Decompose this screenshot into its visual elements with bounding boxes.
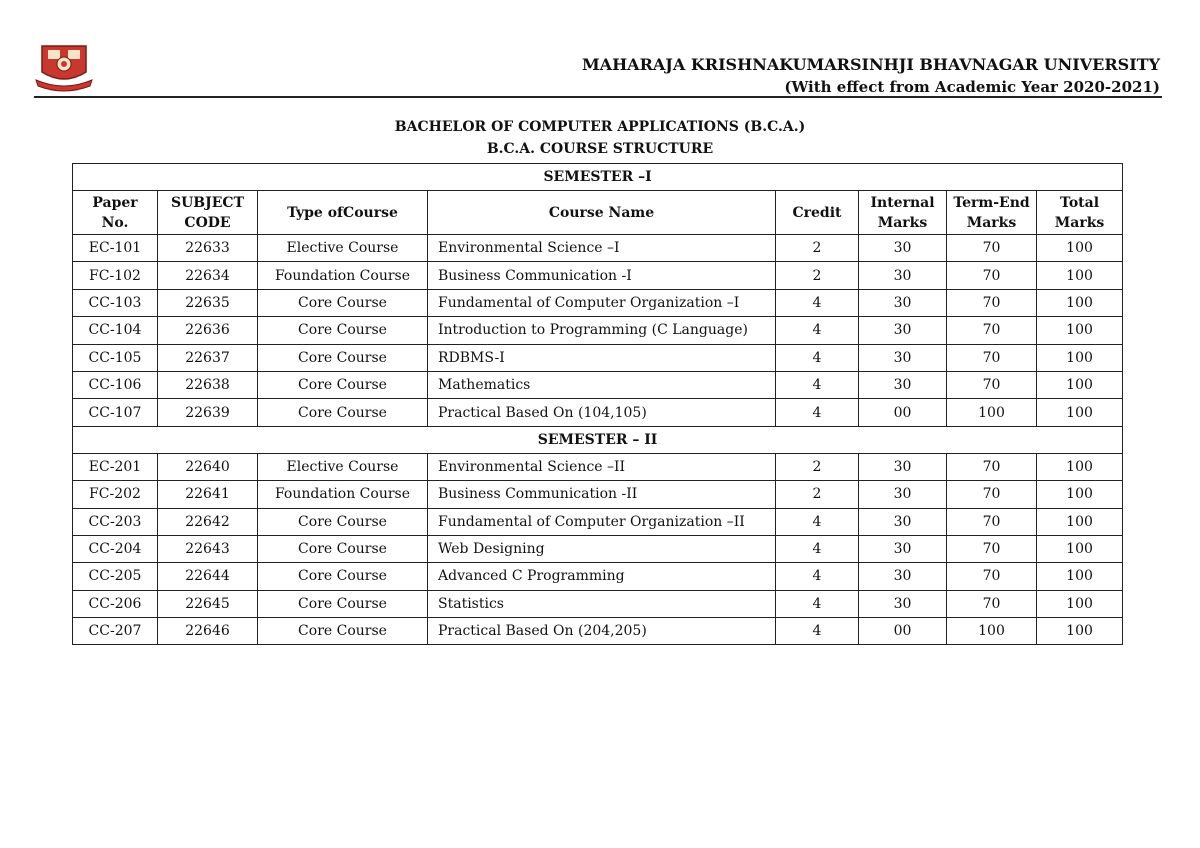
table-cell: CC-207 xyxy=(73,618,158,645)
table-cell: Environmental Science –II xyxy=(428,453,776,480)
table-cell: CC-204 xyxy=(73,535,158,562)
table-cell: 100 xyxy=(1037,317,1123,344)
table-row xyxy=(73,289,1123,316)
table-cell: 70 xyxy=(947,508,1037,535)
table-cell: 100 xyxy=(1037,618,1123,645)
table-cell: 70 xyxy=(947,371,1037,398)
table-cell: 30 xyxy=(859,535,947,562)
table-cell: Foundation Course xyxy=(258,262,428,289)
table-cell: 4 xyxy=(776,618,859,645)
table-cell: 30 xyxy=(859,508,947,535)
table-cell: Practical Based On (104,105) xyxy=(428,399,776,426)
course-structure-table xyxy=(72,163,1123,645)
table-cell: 4 xyxy=(776,289,859,316)
table-cell: Foundation Course xyxy=(258,481,428,508)
table-cell: 2 xyxy=(776,453,859,480)
table-cell: 100 xyxy=(1037,590,1123,617)
table-cell: Mathematics xyxy=(428,371,776,398)
table-cell: Business Communication -II xyxy=(428,481,776,508)
table-cell: 4 xyxy=(776,344,859,371)
table-cell: 100 xyxy=(1037,563,1123,590)
table-cell: Core Course xyxy=(258,563,428,590)
table-cell: FC-202 xyxy=(73,481,158,508)
table-cell: 22640 xyxy=(158,453,258,480)
table-cell: 22633 xyxy=(158,235,258,262)
table-cell: 100 xyxy=(947,399,1037,426)
program-title: BACHELOR OF COMPUTER APPLICATIONS (B.C.A.) xyxy=(394,119,806,135)
semester-row xyxy=(73,164,1123,191)
table-cell: 100 xyxy=(1037,235,1123,262)
table-row xyxy=(73,344,1123,371)
table-cell: 70 xyxy=(947,317,1037,344)
table-cell: 70 xyxy=(947,481,1037,508)
table-cell: 4 xyxy=(776,399,859,426)
table-cell: 4 xyxy=(776,317,859,344)
university-name: MAHARAJA KRISHNAKUMARSINHJI BHAVNAGAR UNIVERSITY xyxy=(581,55,1160,74)
table-cell: EC-101 xyxy=(73,235,158,262)
table-cell: 4 xyxy=(776,563,859,590)
table-row xyxy=(73,399,1123,426)
table-cell: 30 xyxy=(859,344,947,371)
table-cell: Introduction to Programming (C Language) xyxy=(428,317,776,344)
table-row xyxy=(73,371,1123,398)
table-cell: CC-104 xyxy=(73,317,158,344)
table-cell: Core Course xyxy=(258,535,428,562)
column-header: Internal Marks xyxy=(859,191,947,235)
table-row xyxy=(73,453,1123,480)
table-cell: FC-102 xyxy=(73,262,158,289)
table-cell: CC-205 xyxy=(73,563,158,590)
university-seal-icon xyxy=(34,42,94,92)
table-cell: CC-106 xyxy=(73,371,158,398)
column-header-row xyxy=(73,191,1123,235)
structure-title: B.C.A. COURSE STRUCTURE xyxy=(486,141,714,157)
table-cell: 30 xyxy=(859,317,947,344)
table-cell: 22639 xyxy=(158,399,258,426)
table-cell: 2 xyxy=(776,262,859,289)
table-cell: 100 xyxy=(1037,289,1123,316)
column-header: Course Name xyxy=(428,191,776,235)
table-row xyxy=(73,481,1123,508)
table-cell: 100 xyxy=(1037,508,1123,535)
table-cell: Core Course xyxy=(258,399,428,426)
semester-label: SEMESTER – II xyxy=(73,426,1123,453)
table-row xyxy=(73,590,1123,617)
column-header: Credit xyxy=(776,191,859,235)
table-cell: 70 xyxy=(947,453,1037,480)
document-title xyxy=(0,116,1200,160)
table-cell: Elective Course xyxy=(258,453,428,480)
column-header: Total Marks xyxy=(1037,191,1123,235)
table-cell: 100 xyxy=(1037,371,1123,398)
column-header: Type ofCourse xyxy=(258,191,428,235)
table-cell: Environmental Science –I xyxy=(428,235,776,262)
table-cell: 30 xyxy=(859,590,947,617)
column-header: Term-End Marks xyxy=(947,191,1037,235)
table-cell: 22646 xyxy=(158,618,258,645)
table-cell: Core Course xyxy=(258,289,428,316)
table-cell: 22636 xyxy=(158,317,258,344)
table-cell: 22643 xyxy=(158,535,258,562)
table-cell: 4 xyxy=(776,535,859,562)
table-cell: 22638 xyxy=(158,371,258,398)
table-cell: Core Course xyxy=(258,590,428,617)
table-cell: EC-201 xyxy=(73,453,158,480)
table-row xyxy=(73,563,1123,590)
table-cell: 100 xyxy=(1037,344,1123,371)
table-row xyxy=(73,535,1123,562)
table-cell: 30 xyxy=(859,289,947,316)
table-cell: 22641 xyxy=(158,481,258,508)
column-header: SUBJECT CODE xyxy=(158,191,258,235)
table-cell: 4 xyxy=(776,371,859,398)
table-cell: 4 xyxy=(776,508,859,535)
header-divider xyxy=(34,96,1162,98)
table-cell: 22635 xyxy=(158,289,258,316)
table-cell: 100 xyxy=(947,618,1037,645)
semester-row xyxy=(73,426,1123,453)
table-cell: 30 xyxy=(859,563,947,590)
table-cell: 70 xyxy=(947,590,1037,617)
table-cell: CC-107 xyxy=(73,399,158,426)
table-cell: 22634 xyxy=(158,262,258,289)
table-cell: 30 xyxy=(859,481,947,508)
table-cell: 100 xyxy=(1037,262,1123,289)
table-cell: CC-103 xyxy=(73,289,158,316)
table-row xyxy=(73,262,1123,289)
table-cell: 70 xyxy=(947,235,1037,262)
table-cell: 30 xyxy=(859,262,947,289)
table-cell: CC-206 xyxy=(73,590,158,617)
table-cell: 100 xyxy=(1037,535,1123,562)
table-cell: 30 xyxy=(859,371,947,398)
table-cell: Core Course xyxy=(258,618,428,645)
table-cell: Elective Course xyxy=(258,235,428,262)
effective-year: (With effect from Academic Year 2020-2021) xyxy=(784,78,1160,96)
table-cell: Fundamental of Computer Organization –II xyxy=(428,508,776,535)
column-header: Paper No. xyxy=(73,191,158,235)
table-cell: 30 xyxy=(859,235,947,262)
table-cell: 22645 xyxy=(158,590,258,617)
table-cell: 2 xyxy=(776,481,859,508)
table-cell: 70 xyxy=(947,563,1037,590)
table-cell: 4 xyxy=(776,590,859,617)
table-cell: Advanced C Programming xyxy=(428,563,776,590)
table-cell: CC-105 xyxy=(73,344,158,371)
table-cell: Web Designing xyxy=(428,535,776,562)
table-row xyxy=(73,235,1123,262)
table-cell: 70 xyxy=(947,289,1037,316)
table-cell: 22644 xyxy=(158,563,258,590)
table-cell: Practical Based On (204,205) xyxy=(428,618,776,645)
table-cell: 70 xyxy=(947,344,1037,371)
semester-label: SEMESTER –I xyxy=(73,164,1123,191)
table-cell: Core Course xyxy=(258,371,428,398)
table-row xyxy=(73,618,1123,645)
table-cell: 22637 xyxy=(158,344,258,371)
table-cell: CC-203 xyxy=(73,508,158,535)
table-cell: 2 xyxy=(776,235,859,262)
table-row xyxy=(73,508,1123,535)
table-cell: 22642 xyxy=(158,508,258,535)
table-cell: 100 xyxy=(1037,481,1123,508)
table-cell: 00 xyxy=(859,399,947,426)
table-cell: Core Course xyxy=(258,317,428,344)
table-cell: RDBMS-I xyxy=(428,344,776,371)
table-cell: 30 xyxy=(859,453,947,480)
table-cell: 00 xyxy=(859,618,947,645)
table-cell: Fundamental of Computer Organization –I xyxy=(428,289,776,316)
table-row xyxy=(73,317,1123,344)
table-cell: 70 xyxy=(947,262,1037,289)
table-cell: Statistics xyxy=(428,590,776,617)
table-cell: Core Course xyxy=(258,344,428,371)
table-cell: 100 xyxy=(1037,399,1123,426)
table-cell: 100 xyxy=(1037,453,1123,480)
table-cell: Core Course xyxy=(258,508,428,535)
table-cell: Business Communication -I xyxy=(428,262,776,289)
table-cell: 70 xyxy=(947,535,1037,562)
university-header xyxy=(582,54,1160,98)
